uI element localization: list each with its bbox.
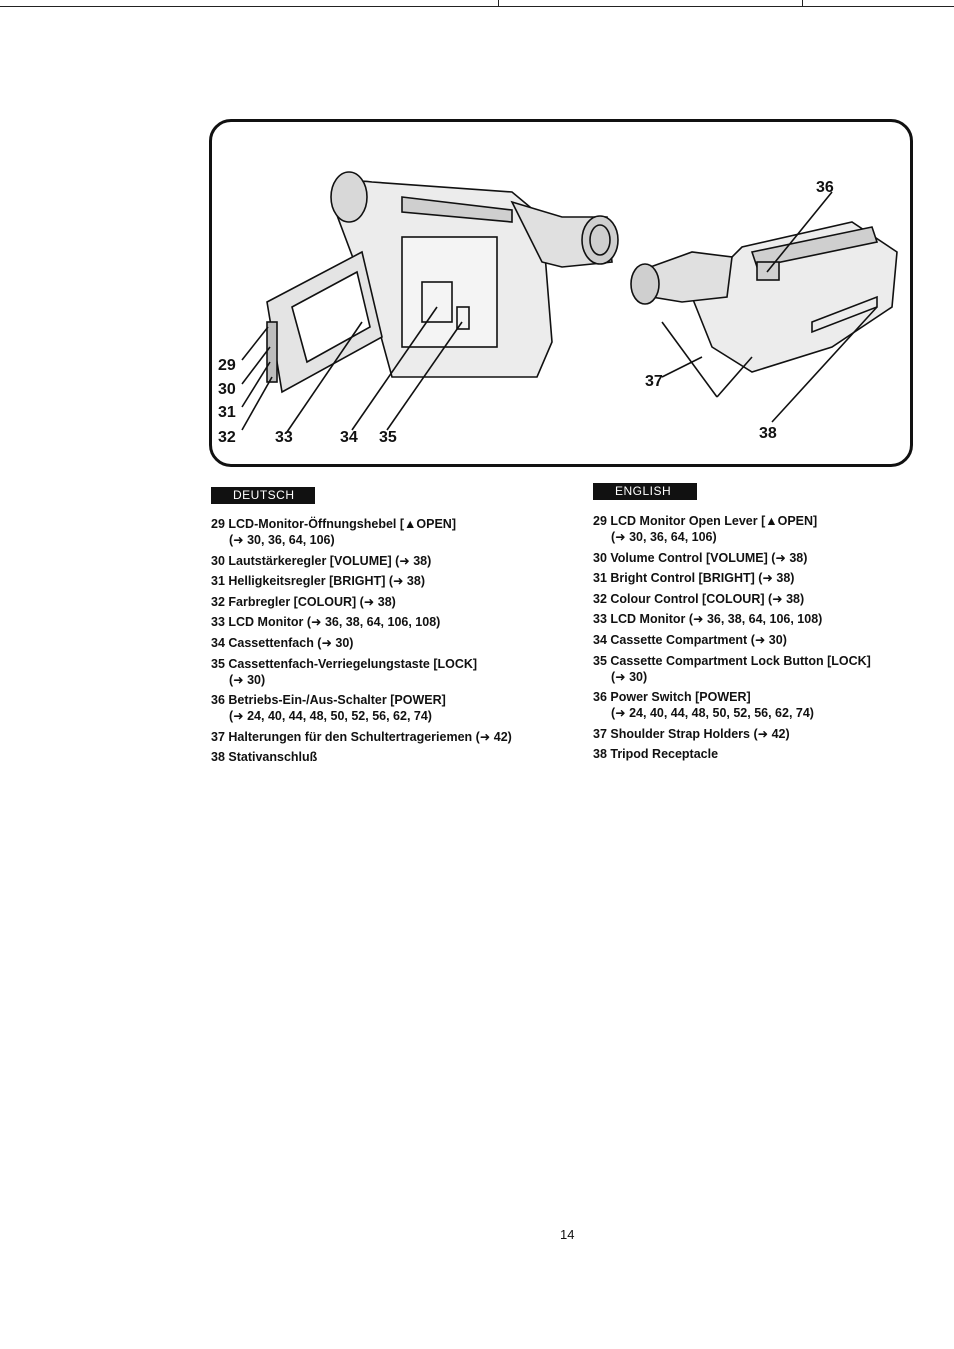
item-text: 36 Betriebs-Ein-/Aus-Schalter [POWER] xyxy=(211,693,446,708)
item-text: 29 LCD-Monitor-Öffnungshebel [▲OPEN] xyxy=(211,517,456,531)
list-item xyxy=(593,689,933,721)
camcorder-figure xyxy=(209,119,913,467)
callout-30: 30 xyxy=(218,381,236,398)
list-item xyxy=(211,656,581,688)
list-item xyxy=(593,632,933,648)
item-text: 35 Cassettenfach-Verriegelungstaste [LOCK] xyxy=(211,656,478,671)
callout-35: 35 xyxy=(379,429,397,446)
item-text: 35 Cassette Compartment Lock Button [LOCK] xyxy=(593,653,871,668)
top-rule-tick xyxy=(802,0,803,7)
item-page-refs: (➜ 24, 40, 44, 48, 50, 52, 56, 62, 74) xyxy=(611,706,814,721)
callout-33: 33 xyxy=(275,429,293,446)
list-item xyxy=(211,516,581,548)
list-item xyxy=(593,726,933,742)
item-text: 30 Volume Control [VOLUME] (➜ 38) xyxy=(593,550,808,565)
callout-29: 29 xyxy=(218,357,236,374)
item-text: 38 Stativanschluß xyxy=(211,750,318,765)
list-item xyxy=(593,746,933,762)
callout-32: 32 xyxy=(218,429,236,446)
list-item xyxy=(211,749,581,765)
top-rule xyxy=(0,6,954,7)
list-item xyxy=(593,591,933,607)
callout-31: 31 xyxy=(218,404,236,421)
list-item xyxy=(593,550,933,566)
item-text: 37 Shoulder Strap Holders (➜ 42) xyxy=(593,726,790,741)
page-number: 14 xyxy=(560,1227,575,1242)
item-text: 31 Bright Control [BRIGHT] (➜ 38) xyxy=(593,571,795,586)
list-item xyxy=(593,513,933,545)
list-item xyxy=(211,635,581,651)
item-text: 32 Farbregler [COLOUR] (➜ 38) xyxy=(211,594,396,609)
deutsch-list xyxy=(211,516,581,770)
deutsch-header: DEUTSCH xyxy=(211,487,315,504)
list-item xyxy=(211,573,581,589)
item-text: 34 Cassettenfach (➜ 30) xyxy=(211,635,354,650)
list-item xyxy=(593,611,933,627)
callout-36: 36 xyxy=(816,179,834,196)
callout-38: 38 xyxy=(759,425,777,442)
item-page-refs: (➜ 24, 40, 44, 48, 50, 52, 56, 62, 74) xyxy=(229,709,432,724)
right-camcorder-drawing xyxy=(631,192,897,422)
list-item xyxy=(211,729,581,745)
item-page-refs: (➜ 30) xyxy=(611,669,648,684)
item-text: 36 Power Switch [POWER] xyxy=(593,690,751,705)
item-text: 38 Tripod Receptacle xyxy=(593,747,719,762)
item-text: 31 Helligkeitsregler [BRIGHT] (➜ 38) xyxy=(211,574,426,589)
list-item xyxy=(593,653,933,685)
list-item xyxy=(211,614,581,630)
item-page-refs: (➜ 30) xyxy=(229,672,266,687)
item-page-refs: (➜ 30, 36, 64, 106) xyxy=(611,530,717,544)
item-text: 37 Halterungen für den Schultertrageriemen (➜ 42) xyxy=(211,729,512,744)
callout-34: 34 xyxy=(340,429,358,446)
item-text: 30 Lautstärkeregler [VOLUME] (➜ 38) xyxy=(211,553,432,568)
left-camcorder-drawing xyxy=(242,172,618,432)
top-rule-tick xyxy=(498,0,499,7)
list-item xyxy=(211,692,581,724)
list-item xyxy=(211,553,581,569)
list-item xyxy=(593,570,933,586)
item-text: 32 Colour Control [COLOUR] (➜ 38) xyxy=(593,591,805,606)
english-header: ENGLISH xyxy=(593,483,697,500)
item-text: 33 LCD Monitor (➜ 36, 38, 64, 106, 108) xyxy=(211,615,441,630)
english-list xyxy=(593,513,933,767)
callout-37: 37 xyxy=(645,373,663,390)
item-text: 34 Cassette Compartment (➜ 30) xyxy=(593,632,787,647)
list-item xyxy=(211,594,581,610)
item-text: 33 LCD Monitor (➜ 36, 38, 64, 106, 108) xyxy=(593,612,823,627)
item-text: 29 LCD Monitor Open Lever [▲OPEN] xyxy=(593,514,818,528)
item-page-refs: (➜ 30, 36, 64, 106) xyxy=(229,533,335,547)
camcorder-illustration xyxy=(212,122,916,470)
